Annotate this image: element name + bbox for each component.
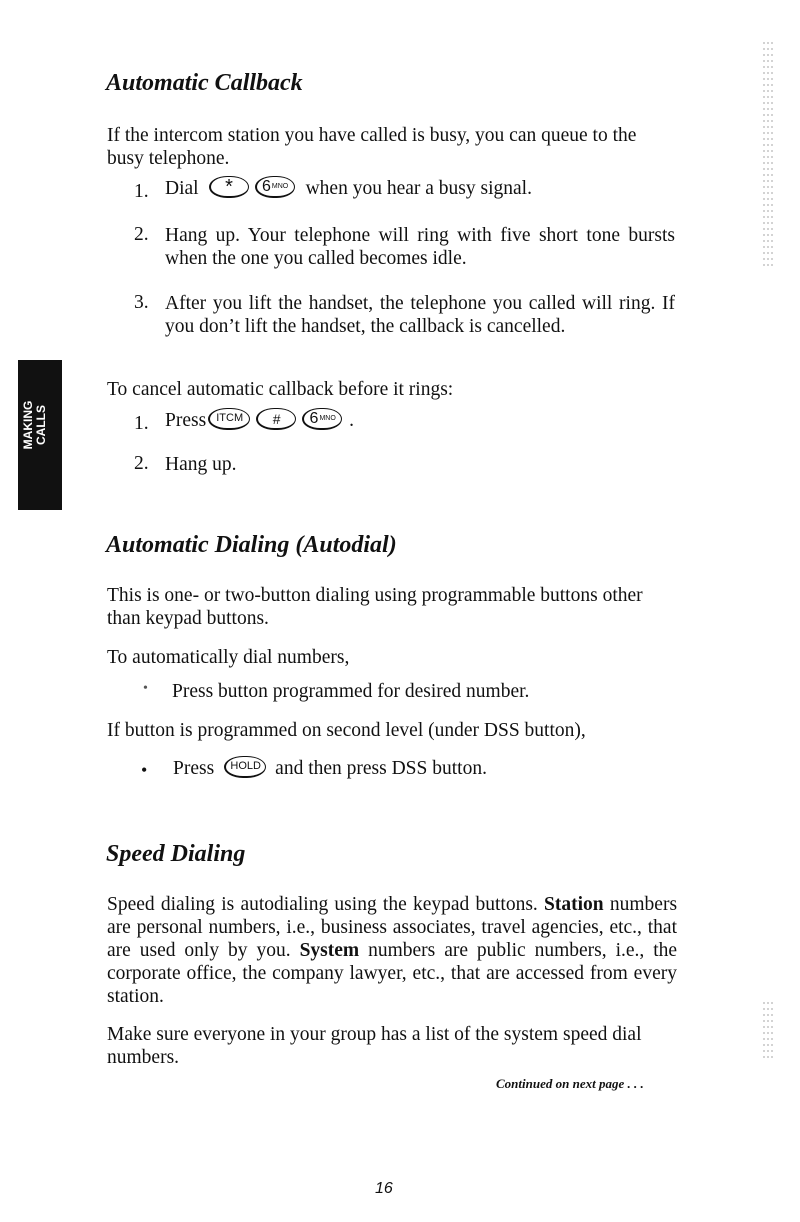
star-key-label: * xyxy=(225,175,233,198)
speed-paragraph-1 xyxy=(107,893,677,1008)
speed-p1-b: numbers are personal numbers, i.e., business associates, travel agencies, etc., that are used only by you. xyxy=(107,894,678,961)
cancel-step2-text: Hang up. xyxy=(165,454,237,475)
section-tab-line2: CALLS xyxy=(34,405,48,445)
section-tab-line1: MAKING xyxy=(21,400,35,450)
heading-automatic-callback: Automatic Callback xyxy=(106,70,303,96)
callback-intro: If the intercom station you have called is busy, you can queue to the busy telephone. xyxy=(107,125,637,169)
autodial-to-dial: To automatically dial numbers, xyxy=(107,647,350,668)
six-key-icon xyxy=(255,176,295,198)
callback-step1-post: when you hear a busy signal. xyxy=(305,178,532,199)
autodial-second-level: If button is programmed on second level (under DSS button), xyxy=(107,720,586,741)
six-key-sublabel: MNO xyxy=(271,183,289,190)
itcm-key-label: ITCM xyxy=(216,412,244,424)
itcm-key-icon xyxy=(208,408,250,430)
hold-key-icon xyxy=(224,756,266,778)
speed-p1-a: Speed dialing is autodialing using the keypad buttons. xyxy=(107,894,538,915)
speed-p1-c: numbers are public numbers, i.e., the corporate office, the company lawyer, etc., that are accessed from every station. xyxy=(107,940,678,1007)
six-key-icon xyxy=(302,408,342,430)
cancel-step1-pre: Press xyxy=(165,410,207,431)
heading-automatic-dialing: Automatic Dialing (Autodial) xyxy=(106,532,397,558)
autodial-bullet2 xyxy=(173,758,487,780)
scan-noise xyxy=(762,1000,774,1060)
callback-step2-number: 2. xyxy=(134,224,149,245)
hold-key-label: HOLD xyxy=(230,760,261,772)
autodial-bullet2-pre: Press xyxy=(173,758,215,779)
callback-step1-pre: Dial xyxy=(165,178,199,199)
hash-key-label: # xyxy=(272,410,281,427)
section-tab-label xyxy=(22,395,48,455)
callback-step3-text: After you lift the handset, the telephone you called will ring. If you don’t lift the handset, the callback is cancelled. xyxy=(165,293,675,337)
cancel-step1-post: . xyxy=(349,410,355,431)
autodial-intro: This is one- or two-button dialing using programmable buttons other than keypad buttons. xyxy=(107,585,643,629)
cancel-step1-number: 1. xyxy=(134,413,149,434)
six-key-label: 6 xyxy=(309,409,319,427)
speed-p1-station: Station xyxy=(544,894,604,915)
callback-step2-text: Hang up. Your telephone will ring with five short tone bursts when the one you called becomes idle. xyxy=(165,225,675,269)
star-key-icon xyxy=(209,176,249,198)
bullet-marker: • xyxy=(141,760,148,780)
autodial-bullet1: Press button programmed for desired number. xyxy=(172,681,530,702)
speed-paragraph-2: Make sure everyone in your group has a list of the system speed dial numbers. xyxy=(107,1024,642,1068)
hash-key-icon xyxy=(256,408,296,430)
cancel-step1 xyxy=(165,410,354,432)
page-number: 16 xyxy=(375,1180,393,1197)
autodial-bullet2-post: and then press DSS button. xyxy=(275,758,487,779)
continued-note: Continued on next page . . . xyxy=(496,1076,644,1091)
cancel-intro: To cancel automatic callback before it rings: xyxy=(107,379,454,400)
six-key-label: 6 xyxy=(261,177,271,195)
callback-step3-number: 3. xyxy=(134,292,149,313)
scan-noise xyxy=(762,40,774,270)
callback-step1 xyxy=(165,175,532,200)
speed-p1-system: System xyxy=(299,940,360,961)
callback-step1-number: 1. xyxy=(134,181,149,202)
bullet-marker: • xyxy=(143,681,148,696)
six-key-sublabel: MNO xyxy=(319,415,336,422)
heading-speed-dialing: Speed Dialing xyxy=(106,841,246,867)
cancel-step2-number: 2. xyxy=(134,453,149,474)
